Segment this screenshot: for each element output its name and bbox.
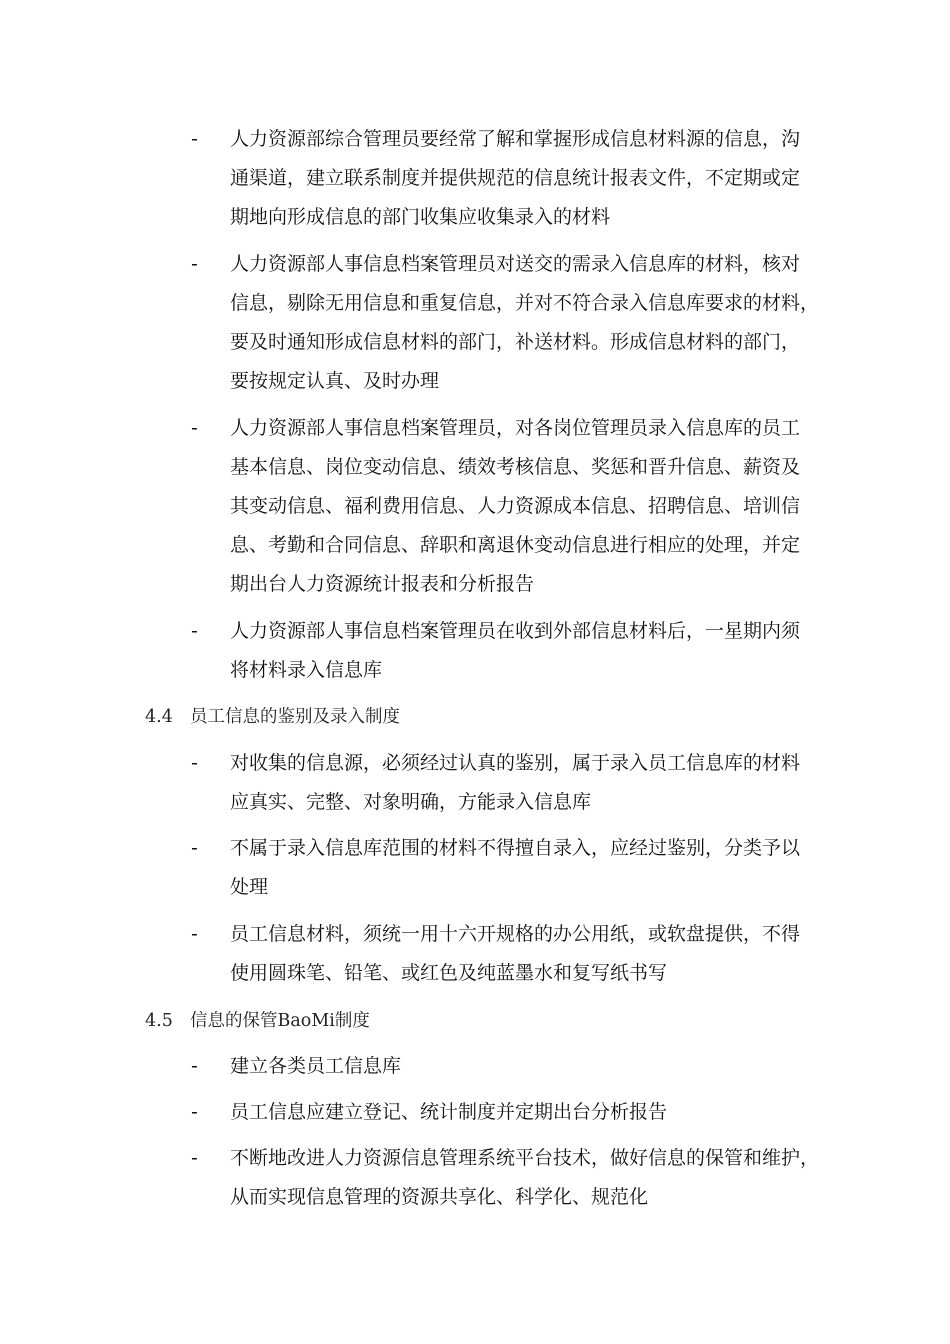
bullet-dash: - — [191, 752, 198, 774]
bullet-dash: - — [191, 923, 198, 945]
bullet-dash: - — [191, 128, 198, 150]
section-heading-4-4 — [145, 704, 400, 730]
section-number: 4.5 — [145, 1011, 173, 1031]
bullet-dash: - — [191, 1055, 198, 1077]
bullet-dash: - — [191, 837, 198, 859]
list-item-text: 建立各类员工信息库 — [230, 1055, 402, 1077]
bullet-dash: - — [191, 1101, 198, 1123]
list-item-text: 人力资源部人事信息档案管理员，对各岗位管理员录入信息库的员工 基本信息、岗位变动信息、绩效考核信息、奖惩和晋升信息、薪资及 其变动信息、福利费用信息、人力资源成本信息、招聘信息、培训信 息、考勤和合同信息、辞职和离退休变动信息进行相应的处理，并定 期出台人力资源统计报表和分析报告 — [230, 417, 801, 595]
list-item-text: 不属于录入信息库范围的材料不得擅自录入，应经过鉴别，分类予以 处理 — [230, 837, 801, 898]
bullet-dash: - — [191, 253, 198, 275]
bullet-dash: - — [191, 620, 198, 642]
list-item-text: 人力资源部人事信息档案管理员在收到外部信息材料后，一星期内须 将材料录入信息库 — [230, 620, 801, 681]
section-number: 4.4 — [145, 707, 173, 727]
list-item-text: 人力资源部综合管理员要经常了解和掌握形成信息材料源的信息，沟 通渠道，建立联系制度并提供规范的信息统计报表文件，不定期或定 期地向形成信息的部门收集应收集录入的材料 — [230, 128, 801, 228]
bullet-dash: - — [191, 1147, 198, 1169]
list-item-text: 不断地改进人力资源信息管理系统平台技术，做好信息的保管和维护， 从而实现信息管理的资源共享化、科学化、规范化 — [230, 1147, 820, 1208]
list-item-text: 员工信息应建立登记、统计制度并定期出台分析报告 — [230, 1101, 668, 1123]
section-title: 员工信息的鉴别及录入制度 — [190, 707, 400, 727]
section-title: 信息的保管BaoMi制度 — [190, 1011, 370, 1031]
list-item-text: 员工信息材料，须统一用十六开规格的办公用纸，或软盘提供，不得 使用圆珠笔、铅笔、或红色及纯蓝墨水和复写纸书写 — [230, 923, 801, 984]
list-item-text: 对收集的信息源，必须经过认真的鉴别，属于录入员工信息库的材料 应真实、完整、对象明确，方能录入信息库 — [230, 752, 801, 813]
list-item-text: 人力资源部人事信息档案管理员对送交的需录入信息库的材料，核对 信息，剔除无用信息和重复信息，并对不符合录入信息库要求的材料， 要及时通知形成信息材料的部门，补送材料。形成信息材料的部门， 要按规定认真、及时办理 — [230, 253, 820, 392]
section-heading-4-5 — [145, 1008, 370, 1034]
bullet-dash: - — [191, 417, 198, 439]
